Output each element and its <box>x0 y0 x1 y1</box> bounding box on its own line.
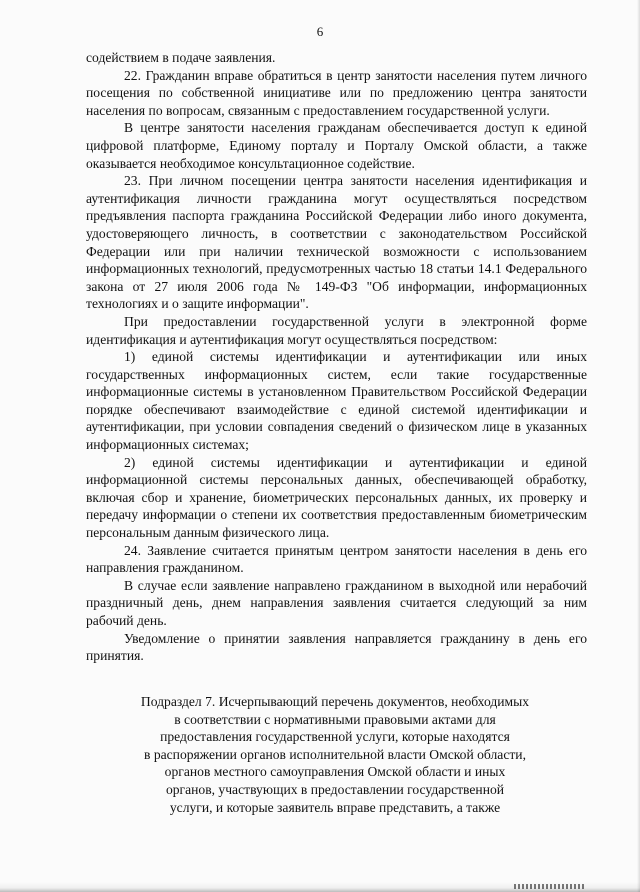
subsection-heading-line: в распоряжении органов исполнительной власти Омской области, <box>144 746 526 762</box>
subsection-heading-line: Подраздел 7. Исчерпывающий перечень документов, необходимых <box>140 694 530 709</box>
paragraph-item-22: 22. Гражданин вправе обратиться в центр занятости населения путем личного посещения по собственной инициативе или по предложению центра занятости населения по вопросам, связанным с предоставлением государственной услуги. <box>86 67 587 118</box>
paragraph-item-23: 23. При личном посещении центра занятости населения идентификация и аутентификация личности гражданина могут осуществляться посредством предъявления паспорта гражданина Российской Федерации либо иного документа, удостоверяющего личность, в соответствии с законодательством Российской Федерации или при наличии технической возможности с использованием информационных технологий, предусмотренных частью 18 статьи 14.1 Федерального закона от 27 июля 2006 года № 149-ФЗ "Об информации, информационных технологиях и о защите информации". <box>86 173 587 312</box>
paragraph-subitem-2: 2) единой системы идентификации и аутентификации и единой информационной системы персональных данных, обеспечивающей обработку, включая сбор и хранение, биометрических персональных данных, их проверку и передачу информации о степени их соответствия предоставленным биометрическим персональным данным физического лица. <box>86 454 587 541</box>
paragraph-subitem-1: 1) единой системы идентификации и аутентификации или иных государственных информационных систем, если такие государственные информационные системы в установленном Правительством Российской Федерации порядке обеспечивают взаимодействие с единой системой идентификации и аутентификации, при условии совпадения сведений о физическом лице в указанных информационных системах; <box>86 349 587 453</box>
subsection-heading-line: органов, участвующих в предоставлении государственной <box>165 781 505 797</box>
subsection-heading-line: органов местного самоуправления Омской области и иных <box>164 764 506 780</box>
paragraph-access-platform: В центре занятости населения гражданам обеспечивается доступ к единой цифровой платформе, Единому порталу и Порталу Омской области, а также оказывается необходимое консультационное содействие. <box>86 120 587 171</box>
body-text <box>86 49 587 665</box>
subsection-heading-line: услуги, и которые заявитель вправе представить, а также <box>169 799 501 815</box>
paragraph-holiday-rule: В случае если заявление направлено гражданином в выходной или нерабочий праздничный день, днем направления заявления считается следующий за ним рабочий день. <box>86 577 587 628</box>
subsection-heading-line: в соответствии с нормативными правовыми актами для <box>174 711 496 727</box>
subsection-heading <box>100 693 570 816</box>
paragraph-notification: Уведомление о принятии заявления направляется гражданину в день его принятия. <box>86 630 587 664</box>
paragraph-electronic-form: При предоставлении государственной услуги в электронной форме идентификация и аутентификация могут осуществляться посредством: <box>86 313 587 347</box>
paragraph-item-24: 24. Заявление считается принятым центром занятости населения в день его направления гражданином. <box>86 542 587 576</box>
scan-artifact-mark <box>514 884 584 889</box>
paragraph-continuation: содействием в подаче заявления. <box>86 50 276 65</box>
subsection-heading-line: предоставления государственной услуги, которые находятся <box>160 729 510 745</box>
page-number: 6 <box>316 24 324 39</box>
